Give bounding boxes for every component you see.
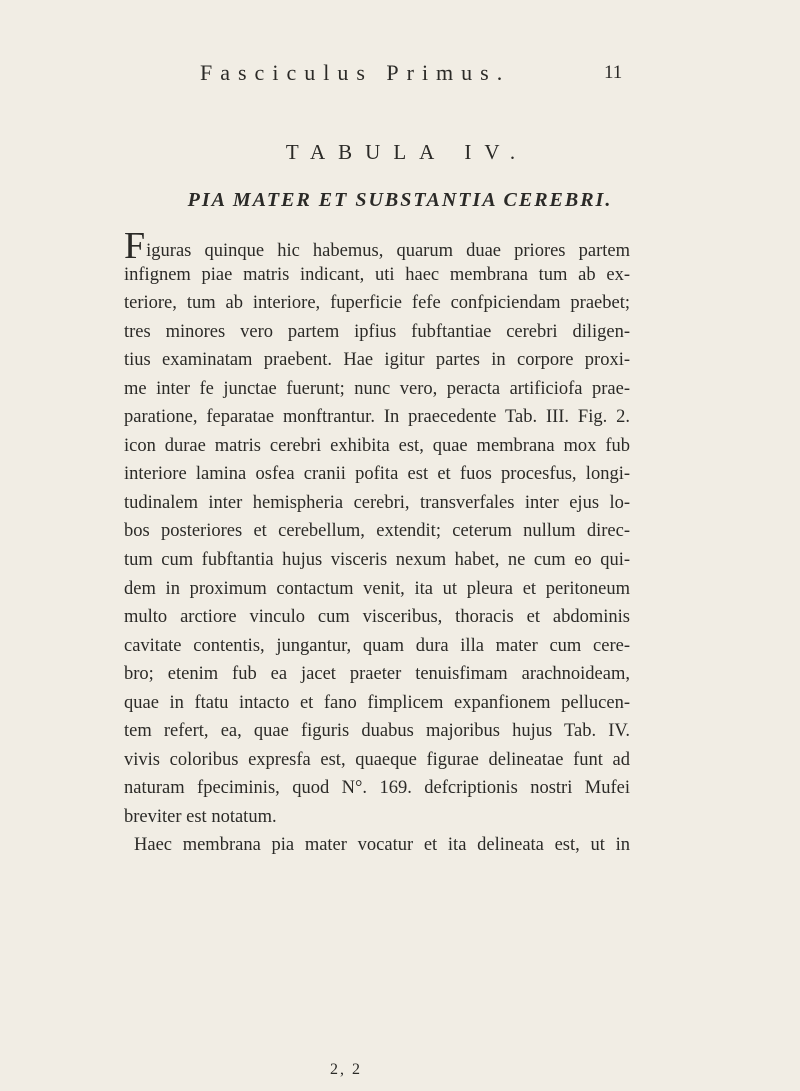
text-line: teriore, tum ab interiore, fuperficie fefe confpiciendam praebet; [124,293,630,314]
text-line: me inter fe junctae fuerunt; nunc vero, peracta artificiofa prae- [124,378,630,399]
text-line: breviter est notatum. [124,806,277,827]
text-line: interiore lamina osfea cranii pofita est et fuos procesfus, longi- [124,464,630,485]
running-head [0,60,800,90]
text-line: tius examinatam praebent. Hae igitur partes in corpore proxi- [124,350,630,371]
plate-heading: TABULA IV. [285,140,529,164]
text-line: vivis coloribus expresfa est, quaeque figurae delineatae funt ad [124,749,630,770]
text-line: infignem piae matris indicant, uti haec membrana tum ab ex- [124,264,630,285]
text-line: naturam fpeciminis, quod N°. 169. defcriptionis nostri Mufei [124,778,630,799]
text-line: bro; etenim fub ea jacet praeter tenuisfimam arachnoideam, [124,664,630,685]
text-line: tudinalem inter hemispheria cerebri, transverfales inter ejus lo- [124,492,630,513]
signature-mark: 2, 2 [330,1061,362,1078]
text-line: bos posteriores et cerebellum, extendit; ceterum nullum direc- [124,521,630,542]
text-line: tem refert, ea, quae figuris duabus majoribus hujus Tab. IV. [124,721,630,742]
plate-subtitle: PIA MATER ET SUBSTANTIA CEREBRI. [187,189,613,211]
text-line: multo arctiore vinculo cum visceribus, thoracis et abdominis [124,607,630,628]
text-line: tum cum fubftantia hujus visceris nexum habet, ne cum eo qui- [124,550,630,571]
text-line: quae in ftatu intacto et fano fimplicem expanfionem pellucen- [124,692,630,713]
text-line: icon durae matris cerebri exhibita est, quae membrana mox fub [124,435,630,456]
text-line: Haec membrana pia mater vocatur et ita delineata est, ut in [134,835,630,856]
text-line: cavitate contentis, jungantur, quam dura illa mater cum cere- [124,635,630,656]
text-line: Figuras quinque hic habemus, quarum duae priores partem [124,225,630,267]
running-title: Fasciculus Primus. [200,60,511,85]
text-line: paratione, feparatae monftrantur. In praecedente Tab. III. Fig. 2. [124,407,630,428]
text-line: tres minores vero partem ipfius fubftantiae cerebri diligen- [124,321,630,342]
body-text [124,225,630,860]
text-line: dem in proximum contactum venit, ita ut pleura et peritoneum [124,578,630,599]
page-number: 11 [604,62,623,83]
drop-cap: F [124,225,146,267]
